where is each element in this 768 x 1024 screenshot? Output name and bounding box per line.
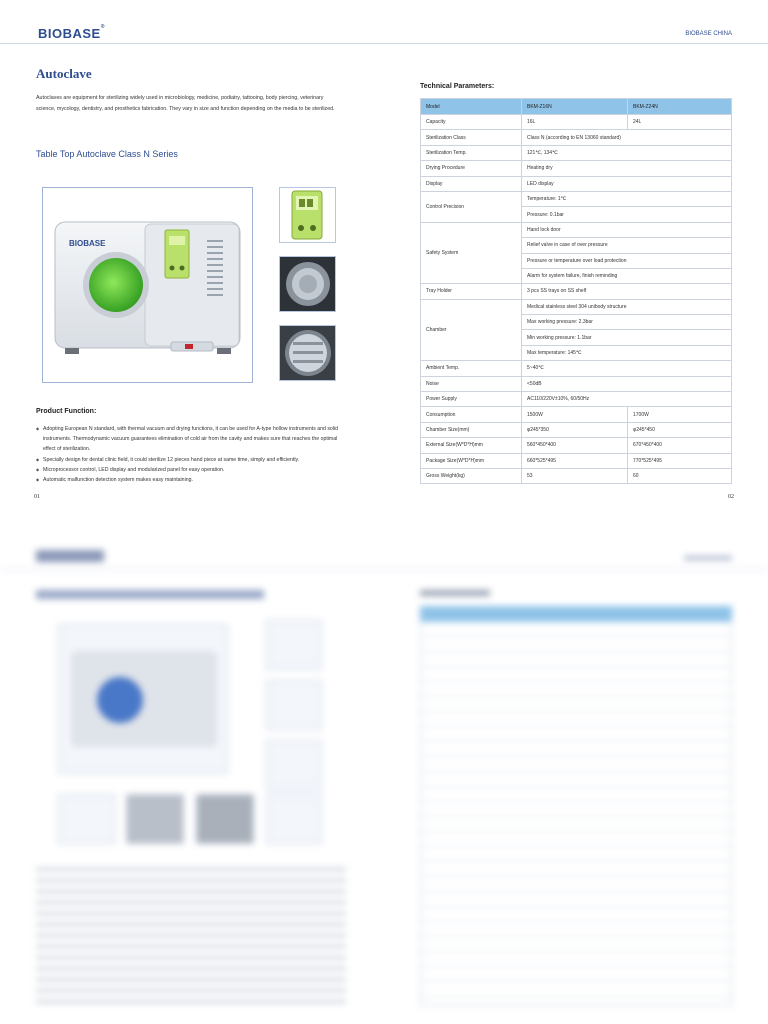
table-row: External Size(W*D*H)mm 560*450*400 670*450*400: [421, 438, 732, 453]
blurred-thumbnail: [58, 794, 116, 844]
function-item: ◆ Adopting European N standard, with thermal vacuum and drying functions, it can be used for A-type hollow instruments and solid instruments. Thermodynamic vacuum guarantees elimination of cold air from the cavity and makes sure that reaches the optimal effect of sterilization.: [36, 424, 348, 455]
table-row: Package Size(W*D*H)mm 660*525*495 770*525*495: [421, 453, 732, 468]
blurred-next-page: [0, 520, 768, 1024]
intro-paragraph: Autoclaves are equipment for sterilizing widely used in microbiology, medicine, podiatry, tattooing, body piercing, veterinary science, mycology, dentistry, and prosthetics fabrication. They vary in size and function depending on the media to be sterilized.: [36, 95, 335, 112]
blurred-spec-table: [420, 606, 732, 1006]
product-function-title: Product Function:: [36, 408, 97, 415]
table-row: Max temperature: 145℃: [421, 345, 732, 360]
table-row: Max working pressure: 2.3bar: [421, 315, 732, 330]
tech-params-table: [420, 98, 732, 484]
page-header: [0, 0, 768, 44]
blurred-thumbnail: [266, 740, 322, 790]
table-header-row: Model BKM-Z16N BKM-Z24N: [421, 99, 732, 115]
function-item: ◆ Specially design for dental clinic field, it could sterilize 12 pieces hand piece at same time, simply and efficiently.: [36, 455, 348, 465]
control-panel-thumbnail: [279, 187, 336, 243]
table-row: Drying Procedure Heating dry: [421, 161, 732, 176]
section-title: Table Top Autoclave Class N Series: [36, 149, 178, 159]
blurred-section-title: [36, 590, 264, 599]
blurred-page-header: [0, 520, 768, 570]
table-row: Noise <50dB: [421, 376, 732, 391]
header-company-name: BIOBASE CHINA: [685, 31, 732, 37]
table-row: Sterilization Temp. 121℃, 134℃: [421, 145, 732, 160]
blurred-product-image: [58, 624, 228, 774]
table-row: Gross Weight(kg) 53 60: [421, 468, 732, 483]
blurred-header-text: [684, 556, 732, 560]
table-row: Sterilization Class Class N (according to EN 13060 standard): [421, 130, 732, 145]
product-function-list: [36, 424, 348, 485]
blurred-thumbnail: [126, 794, 184, 844]
table-row: Power Supply AC110/220V±10%, 60/50Hz: [421, 392, 732, 407]
blurred-thumbnail: [266, 794, 322, 844]
table-row: Safety System Hand lock door: [421, 222, 732, 237]
table-row: Pressure: 0.1bar: [421, 207, 732, 222]
table-row: Relief valve in case of over pressure: [421, 238, 732, 253]
page-number-right: 02: [728, 494, 734, 500]
table-row: Pressure or temperature over load protection: [421, 253, 732, 268]
product-brand-label: BIOBASE: [69, 239, 106, 248]
blurred-thumbnail: [266, 620, 322, 670]
table-row: Tray Holder 3 pcs SS trays on SS shelf: [421, 284, 732, 299]
table-row: Ambient Temp. 5~40℃: [421, 361, 732, 376]
table-row: Chamber Size(mm) φ245*350 φ245*450: [421, 422, 732, 437]
function-item: ◆ Automatic malfunction detection system makes easy maintaining.: [36, 475, 348, 485]
table-row: Alarm for system failure, finish reminding: [421, 268, 732, 283]
function-item: ◆ Microprocessor control, LED display and modularized panel for easy operation.: [36, 465, 348, 475]
page-title: Autoclave: [36, 66, 92, 81]
table-row: Display LED display: [421, 176, 732, 191]
blurred-features-text: [36, 860, 346, 1010]
blurred-thumbnail: [266, 680, 322, 730]
blurred-logo: [36, 550, 104, 562]
chamber-door-thumbnail: [279, 256, 336, 312]
table-row: Chamber Medical stainless steel 304 unibody structure: [421, 299, 732, 314]
table-row: Control Precision Temperature: 1℃: [421, 191, 732, 206]
blurred-thumbnail: [196, 794, 254, 844]
tech-params-title: Technical Parameters:: [420, 83, 495, 90]
table-row: Capacity 16L 24L: [421, 115, 732, 130]
table-row: Consumption 1500W 1700W: [421, 407, 732, 422]
blurred-table-header: [420, 606, 732, 622]
table-row: Min working pressure: 1.1bar: [421, 330, 732, 345]
autoclave-product-image: [42, 187, 253, 383]
trays-thumbnail: [279, 325, 336, 381]
biobase-logo: BIOBASE®: [38, 24, 105, 41]
blurred-table-title: [420, 590, 490, 596]
page-number-left: 01: [34, 494, 40, 500]
